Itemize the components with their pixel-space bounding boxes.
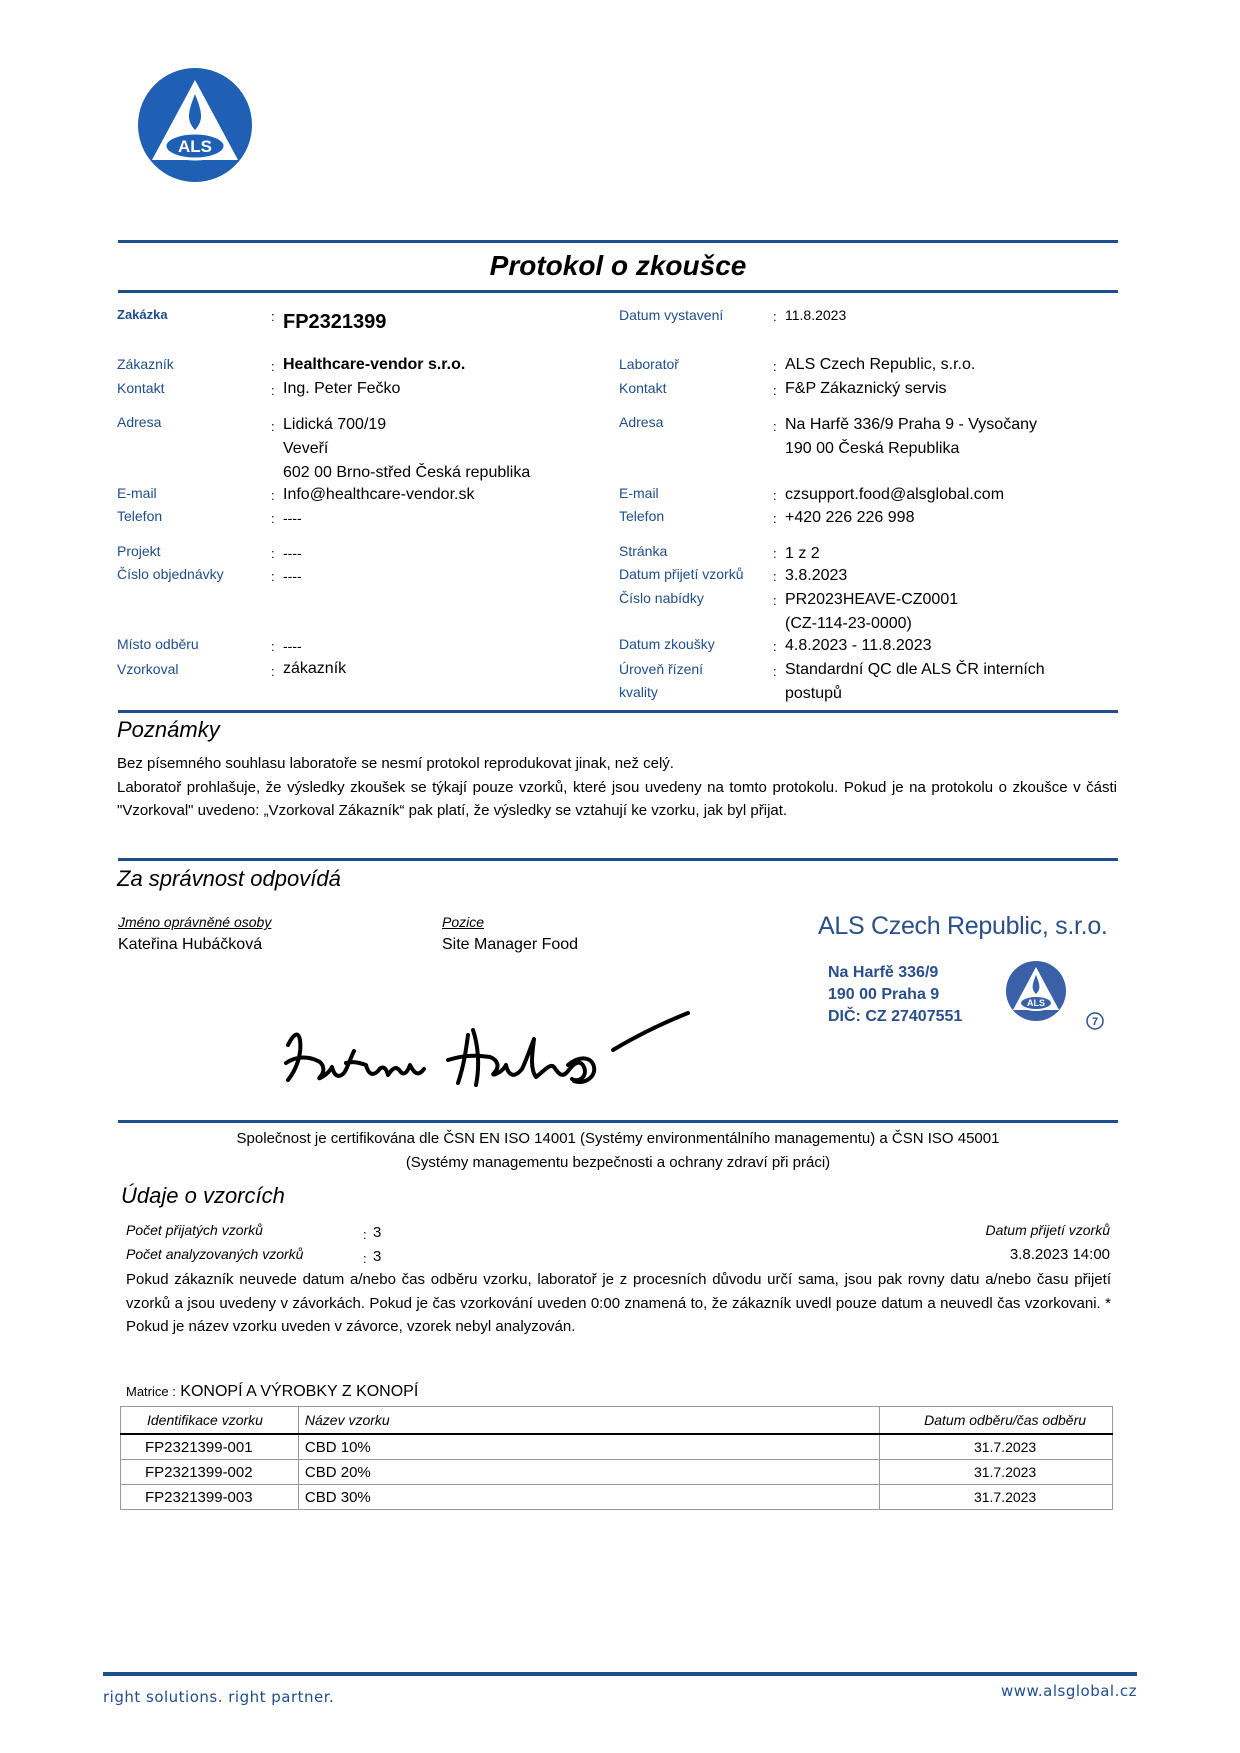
- telefon-value: ----: [283, 510, 302, 526]
- samples-table: [120, 1406, 1113, 1510]
- footer-slogan: right solutions. right partner.: [103, 1688, 335, 1706]
- uroven-label-line1: Úroveň řízení: [619, 661, 704, 677]
- poznamky-p1: Bez písemného souhlasu laboratoře se nesmí protokol reprodukovat jinak, než celý.: [117, 755, 674, 772]
- laborator-value: ALS Czech Republic, s.r.o.: [785, 356, 976, 373]
- lab-adresa-label: Adresa: [619, 414, 664, 430]
- analyzovano-label: Počet analyzovaných vzorků: [126, 1246, 304, 1262]
- projekt-label: Projekt: [117, 543, 161, 559]
- datum-prijeti-vzorku-value: 3.8.2023 14:00: [1009, 1246, 1110, 1263]
- uroven-label-line2: kvality: [619, 684, 658, 700]
- certification-line2: (Systémy managementu bezpečnosti a ochrany zdraví při práci): [405, 1154, 831, 1171]
- matrice-label: Matrice :: [126, 1384, 176, 1399]
- misto-label: Místo odběru: [117, 636, 199, 652]
- email-value: Info@healthcare-vendor.sk: [283, 486, 475, 503]
- colon: :: [271, 664, 275, 679]
- als-logo: [138, 68, 252, 182]
- stamp-line3: DIČ: CZ 27407551: [828, 1008, 963, 1025]
- title-top-rule: [118, 240, 1118, 243]
- table-header-row: [121, 1407, 1113, 1435]
- stamp-line2: 190 00 Praha 9: [828, 986, 940, 1003]
- sample-date: 31.7.2023: [973, 1489, 1037, 1505]
- logo-text: ALS: [178, 137, 212, 156]
- datum-vystaveni-label: Datum vystavení: [619, 307, 724, 323]
- lab-kontakt-value: F&P Zákaznický servis: [785, 380, 947, 397]
- prijato-label: Počet přijatých vzorků: [126, 1222, 263, 1238]
- signature-icon: [268, 1005, 728, 1105]
- position-value: Site Manager Food: [442, 936, 579, 953]
- colon: :: [773, 309, 777, 324]
- als-logo-icon: [138, 68, 252, 182]
- uroven-line2: postupů: [785, 685, 842, 702]
- matrice-row: [126, 1383, 418, 1401]
- footer-website: www.alsglobal.cz: [1000, 1682, 1137, 1700]
- colon: :: [773, 488, 777, 503]
- colon: :: [271, 383, 275, 398]
- datum-zkousky-value: 4.8.2023 - 11.8.2023: [785, 637, 932, 654]
- prijato-value: 3: [373, 1224, 382, 1241]
- zakazka-value: FP2321399: [283, 311, 387, 333]
- col-identifikace: Identifikace vzorku: [121, 1407, 299, 1435]
- name-label: Jméno oprávněné osoby: [118, 914, 272, 930]
- nabidka-line1: PR2023HEAVE-CZ0001: [785, 591, 959, 608]
- vzorkoval-value: zákazník: [283, 660, 347, 677]
- datum-prijeti-value: 3.8.2023: [785, 567, 848, 584]
- colon: :: [773, 639, 777, 654]
- telefon-label: Telefon: [117, 508, 163, 524]
- sample-name: CBD 20%: [298, 1460, 879, 1485]
- vzorkoval-label: Vzorkoval: [117, 661, 179, 677]
- lab-telefon-value: +420 226 226 998: [785, 509, 915, 526]
- signature: [268, 1005, 728, 1105]
- zakaznik-value: Healthcare-vendor s.r.o.: [283, 356, 466, 373]
- colon: :: [271, 359, 275, 374]
- sample-date: 31.7.2023: [880, 1460, 1113, 1485]
- datum-prijeti-label: Datum přijetí vzorků: [619, 566, 744, 582]
- poznamky-bottom-rule: [118, 858, 1118, 861]
- stamp-company: ALS Czech Republic, s.r.o.: [818, 912, 1108, 940]
- samples-note: Pokud zákazník neuvede datum a/nebo čas odběru vzorku, laboratoř je z procesních důvodu určí sama, jsou pak rovny datu a/nebo času přijetí vzorků a jsou uvedeny v závorkách. Pokud je čas vzorkování uveden 0:00 znamená to, že zákazník uvedl pouze datum a neuvedl čas vzorkovani. * Pokud je název vzorku uveden v závorce, vzorek nebyl analyzován.: [126, 1271, 1111, 1335]
- stamp-logo-text: ALS: [1027, 998, 1045, 1008]
- laborator-label: Laboratoř: [619, 356, 679, 372]
- lab-telefon-label: Telefon: [619, 508, 665, 524]
- sample-id: FP2321399-002: [121, 1460, 299, 1485]
- stranka-label: Stránka: [619, 543, 668, 559]
- lab-email-value: czsupport.food@alsglobal.com: [785, 486, 1005, 503]
- projekt-value: ----: [283, 545, 302, 561]
- page-title: Protokol o zkoušce: [489, 250, 747, 281]
- matrice-value: KONOPÍ A VÝROBKY Z KONOPÍ: [180, 1383, 419, 1400]
- colon: :: [363, 1251, 367, 1266]
- colon: :: [773, 511, 777, 526]
- sample-id: FP2321399-003: [121, 1485, 299, 1510]
- table-row: [121, 1485, 1113, 1510]
- colon: :: [271, 309, 275, 324]
- sample-name: CBD 10%: [298, 1434, 879, 1460]
- colon: :: [773, 419, 777, 434]
- lab-email-label: E-mail: [619, 485, 659, 501]
- col-datum: Datum odběru/čas odběru: [880, 1407, 1113, 1435]
- colon: :: [773, 593, 777, 608]
- poznamky-title: Poznámky: [117, 717, 220, 742]
- lab-adresa-line1: Na Harfě 336/9 Praha 9 - Vysočany: [785, 416, 1037, 433]
- colon: :: [271, 511, 275, 526]
- responsible-title: Za správnost odpovídá: [117, 866, 341, 891]
- name-value: Kateřina Hubáčková: [118, 936, 263, 953]
- stamp-logo-icon: [1005, 960, 1067, 1022]
- nabidka-label: Číslo nabídky: [619, 590, 704, 606]
- lab-kontakt-label: Kontakt: [619, 380, 667, 396]
- kontakt-value: Ing. Peter Fečko: [283, 380, 401, 397]
- nabidka-line2: (CZ-114-23-0000): [785, 615, 912, 632]
- colon: :: [773, 664, 777, 679]
- colon: :: [773, 359, 777, 374]
- adresa-label: Adresa: [117, 414, 162, 430]
- uroven-line1: Standardní QC dle ALS ČR interních: [785, 661, 1045, 678]
- colon: :: [271, 419, 275, 434]
- sample-date: 31.7.2023: [880, 1434, 1113, 1460]
- stamp-line1: Na Harfě 336/9: [828, 964, 939, 981]
- zakazka-label: Zakázka: [117, 307, 168, 322]
- colon: :: [773, 383, 777, 398]
- colon: :: [773, 569, 777, 584]
- position-label: Pozice: [442, 914, 485, 930]
- misto-value: ----: [283, 638, 302, 654]
- sample-id: FP2321399-001: [121, 1434, 299, 1460]
- datum-vystaveni-value: 11.8.2023: [785, 307, 847, 323]
- adresa-line3: 602 00 Brno-střed Česká republika: [283, 464, 531, 481]
- col-nazev: Název vzorku: [298, 1407, 879, 1435]
- datum-zkousky-label: Datum zkoušky: [619, 636, 715, 652]
- colon: :: [271, 488, 275, 503]
- zakaznik-label: Zákazník: [117, 356, 174, 372]
- stamp-number-icon: [1086, 1012, 1104, 1030]
- kontakt-label: Kontakt: [117, 380, 165, 396]
- stamp-number: 7: [1091, 1016, 1099, 1028]
- datum-prijeti-vzorku-label: Datum přijetí vzorků: [985, 1222, 1110, 1238]
- samples-title: Údaje o vzorcích: [121, 1183, 285, 1208]
- colon: :: [773, 546, 777, 561]
- colon: :: [271, 569, 275, 584]
- colon: :: [271, 546, 275, 561]
- footer-rule: [103, 1672, 1137, 1676]
- certification-line1: Společnost je certifikována dle ČSN EN ISO 14001 (Systémy environmentálního managementu) a ČSN ISO 45001: [236, 1130, 1000, 1147]
- adresa-line2: Veveří: [283, 440, 329, 457]
- sample-name: CBD 30%: [298, 1485, 879, 1510]
- colon: :: [363, 1227, 367, 1242]
- email-label: E-mail: [117, 485, 157, 501]
- lab-adresa-line2: 190 00 Česká Republika: [785, 440, 960, 457]
- certification-top-rule: [118, 1120, 1118, 1123]
- poznamky-p2: Laboratoř prohlašuje, že výsledky zkoušek se týkají pouze vzorků, které jsou uvedeny na tomto protokolu. Pokud je na protokolu o zkoušce v části "Vzorkoval" uvedeno: „Vzorkoval Zákazník“ pak platí, že výsledky se vztahují ke vzorku, jak byl přijat.: [117, 778, 1117, 819]
- objednavka-label: Číslo objednávky: [117, 566, 224, 582]
- info-bottom-rule: [118, 710, 1118, 713]
- poznamky-text: [117, 752, 1117, 823]
- colon: :: [271, 639, 275, 654]
- table-row: [121, 1460, 1113, 1485]
- title-bottom-rule: [118, 290, 1118, 293]
- objednavka-value: ----: [283, 568, 302, 584]
- table-row: [121, 1434, 1113, 1460]
- stranka-value: 1 z 2: [785, 545, 820, 562]
- adresa-line1: Lidická 700/19: [283, 416, 387, 433]
- analyzovano-value: 3: [373, 1248, 382, 1265]
- company-stamp: [818, 912, 1118, 1042]
